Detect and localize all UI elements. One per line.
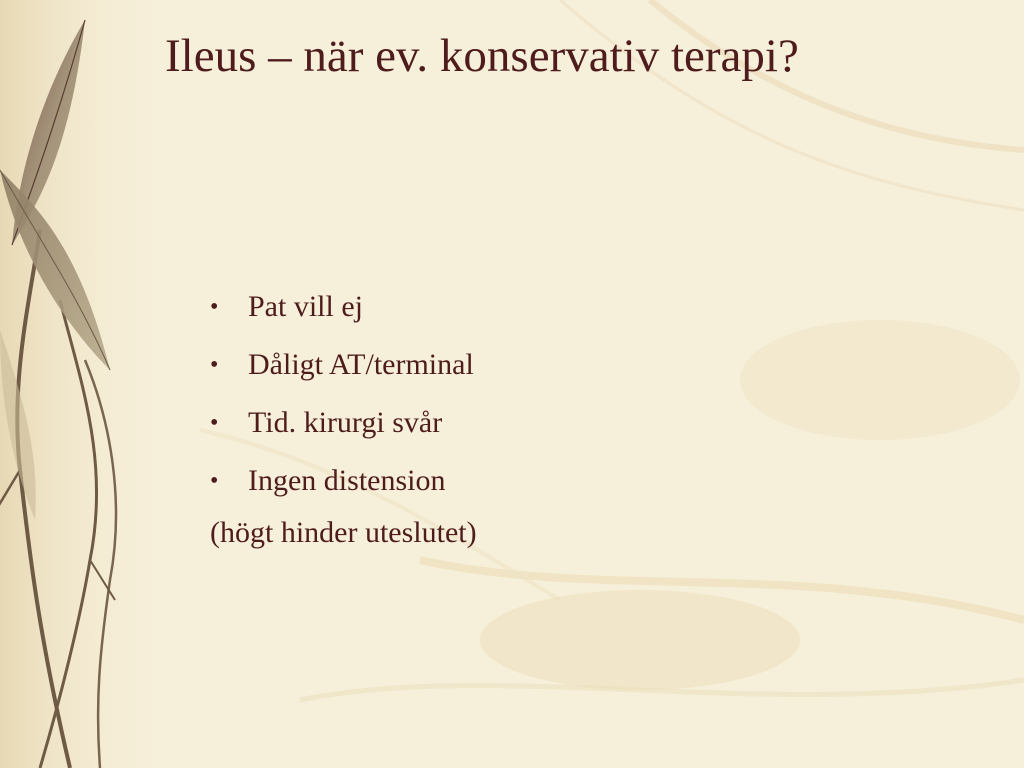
bullet-icon: •: [210, 410, 219, 436]
list-item-text: Dåligt AT/terminal: [248, 348, 474, 381]
bullet-list: [210, 278, 910, 510]
list-item: [210, 452, 910, 510]
note-text: (högt hinder uteslutet): [210, 516, 477, 549]
list-item: [210, 394, 910, 452]
list-item: [210, 336, 910, 394]
list-item-text: Tid. kirurgi svår: [248, 406, 443, 439]
list-item-text: Ingen distension: [248, 464, 446, 497]
bullet-icon: •: [210, 352, 219, 378]
bullet-icon: •: [210, 468, 219, 494]
list-item: [210, 278, 910, 336]
list-item-text: Pat vill ej: [248, 290, 363, 323]
slide-title: Ileus – när ev. konservativ terapi?: [165, 30, 799, 82]
bullet-icon: •: [210, 294, 219, 320]
